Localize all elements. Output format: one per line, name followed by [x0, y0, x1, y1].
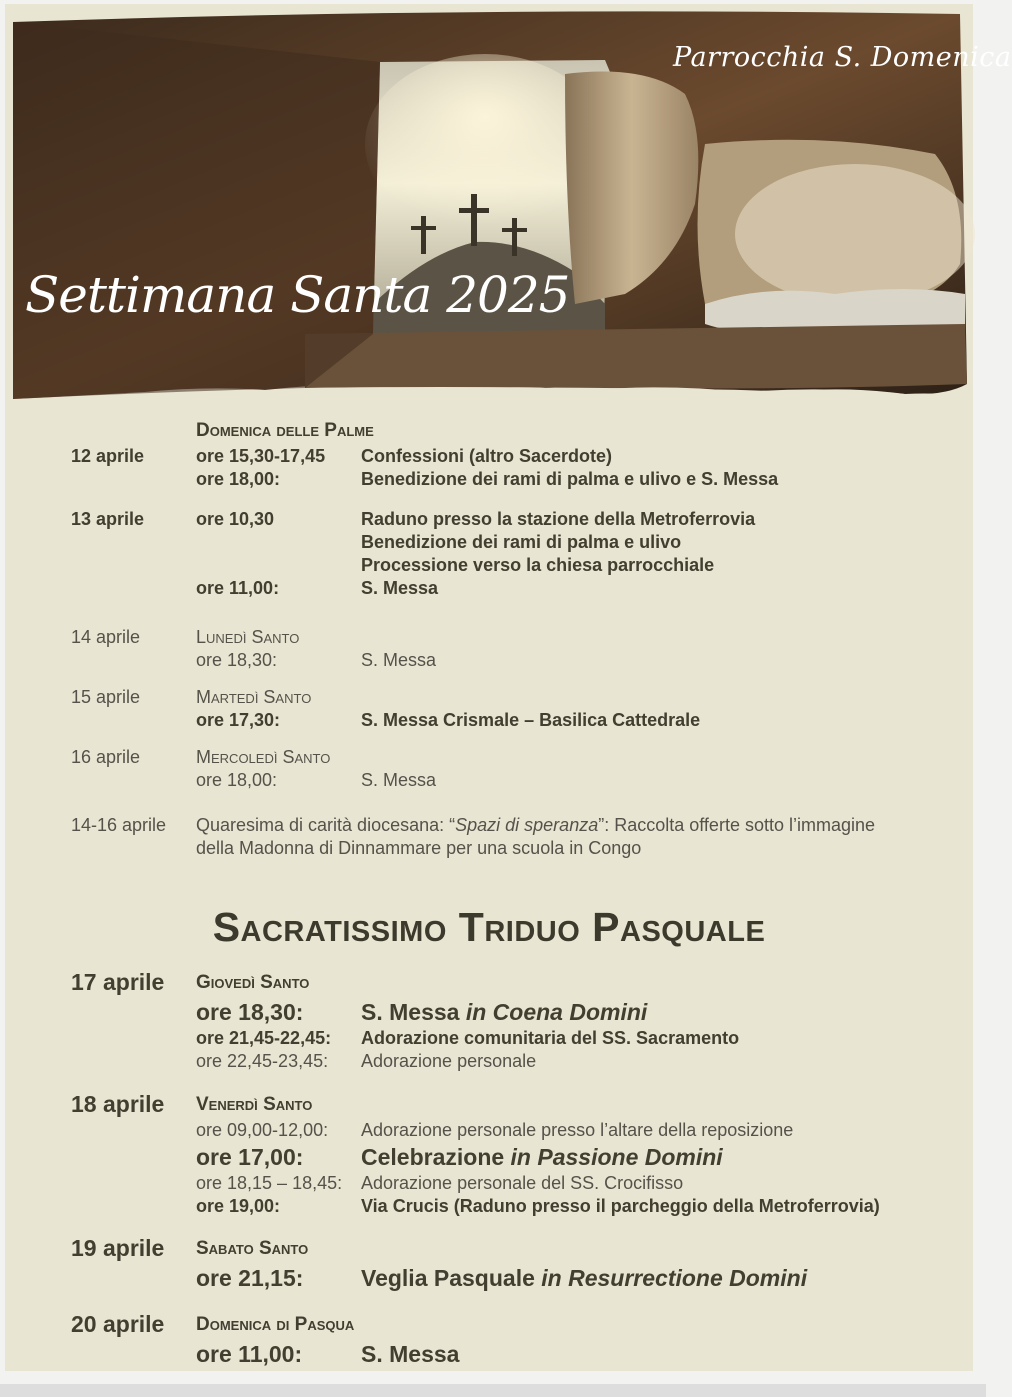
parish-name: Parrocchia S. Domenica: [673, 42, 1012, 73]
holy-week-title: Settimana Santa 2025: [25, 266, 570, 324]
poster: [5, 4, 1012, 1371]
charity-line1: Quaresima di carità diocesana: “Spazi di speranza”: Raccolta offerte sotto l’immagine: [196, 815, 876, 835]
desc-17-2: Adorazione comunitaria del SS. Sacramento: [361, 1028, 740, 1048]
desc-13-line2: Benedizione dei rami di palma e ulivo: [361, 532, 682, 552]
monday-heading: Lunedì Santo: [196, 627, 300, 647]
desc-20: S. Messa: [361, 1341, 460, 1367]
desc-12-1: Confessioni (altro Sacerdote): [361, 446, 613, 466]
date-14: 14 aprile: [71, 627, 141, 647]
holy-saturday-heading: Sabato Santo: [196, 1238, 309, 1259]
date-12: 12 aprile: [71, 446, 145, 466]
desc-17-1: S. Messa in Coena Domini: [361, 999, 648, 1025]
time-20: ore 11,00:: [196, 1341, 303, 1367]
wednesday-heading: Mercoledì Santo: [196, 747, 331, 767]
date-20: 20 aprile: [71, 1311, 165, 1337]
date-13: 13 aprile: [71, 509, 145, 529]
desc-13-line1: Raduno presso la stazione della Metroferrovia: [361, 509, 756, 529]
desc-12-2: Benedizione dei rami di palma e ulivo e S. Messa: [361, 469, 779, 489]
time-17-3: ore 22,45-23,45:: [196, 1051, 329, 1071]
good-friday-heading: Venerdì Santo: [196, 1094, 313, 1115]
time-12-2: ore 18,00:: [196, 469, 281, 489]
time-15: ore 17,30:: [196, 710, 281, 730]
time-17-2: ore 21,45-22,45:: [196, 1028, 332, 1048]
time-13-2: ore 11,00:: [196, 578, 280, 598]
palm-sunday-heading: Domenica delle Palme: [196, 420, 374, 441]
time-13-1: ore 10,30: [196, 509, 275, 529]
time-18-1: ore 09,00-12,00:: [196, 1120, 329, 1140]
desc-18-4: Via Crucis (Raduno presso il parcheggio della Metroferrovia): [361, 1196, 880, 1216]
desc-15: S. Messa Crismale – Basilica Cattedrale: [361, 710, 701, 730]
desc-19: Veglia Pasquale in Resurrectione Domini: [361, 1265, 808, 1291]
date-15: 15 aprile: [71, 687, 141, 707]
date-17: 17 aprile: [71, 969, 165, 995]
charity-line2: della Madonna di Dinnammare per una scuola in Congo: [196, 838, 642, 858]
easter-sunday-heading: Domenica di Pasqua: [196, 1314, 355, 1335]
time-17-1: ore 18,30:: [196, 999, 304, 1025]
desc-13-2: S. Messa: [361, 578, 439, 598]
desc-18-2: Celebrazione in Passione Domini: [361, 1144, 723, 1170]
time-14: ore 18,30:: [196, 650, 278, 670]
desc-18-3: Adorazione personale del SS. Crocifisso: [361, 1173, 684, 1193]
date-19: 19 aprile: [71, 1235, 165, 1261]
time-18-2: ore 17,00:: [196, 1144, 304, 1170]
desc-17-3: Adorazione personale: [361, 1051, 537, 1071]
tuesday-heading: Martedì Santo: [196, 687, 312, 707]
desc-16: S. Messa: [361, 770, 437, 790]
date-16: 16 aprile: [71, 747, 141, 767]
desc-18-1: Adorazione personale presso l’altare della reposizione: [361, 1120, 794, 1140]
holy-thursday-heading: Giovedì Santo: [196, 972, 310, 993]
time-18-4: ore 19,00:: [196, 1196, 281, 1216]
desc-14: S. Messa: [361, 650, 437, 670]
triduo-title: Sacratissimo Triduo Pasquale: [212, 904, 766, 950]
time-18-3: ore 18,15 – 18,45:: [196, 1173, 343, 1193]
time-12-1: ore 15,30-17,45: [196, 446, 326, 466]
date-14-16: 14-16 aprile: [71, 815, 167, 835]
viewer-bottom-bar: [0, 1384, 986, 1397]
date-18: 18 aprile: [71, 1091, 165, 1117]
desc-13-line3: Processione verso la chiesa parrocchiale: [361, 555, 715, 575]
time-19: ore 21,15:: [196, 1265, 304, 1291]
time-16: ore 18,00:: [196, 770, 278, 790]
